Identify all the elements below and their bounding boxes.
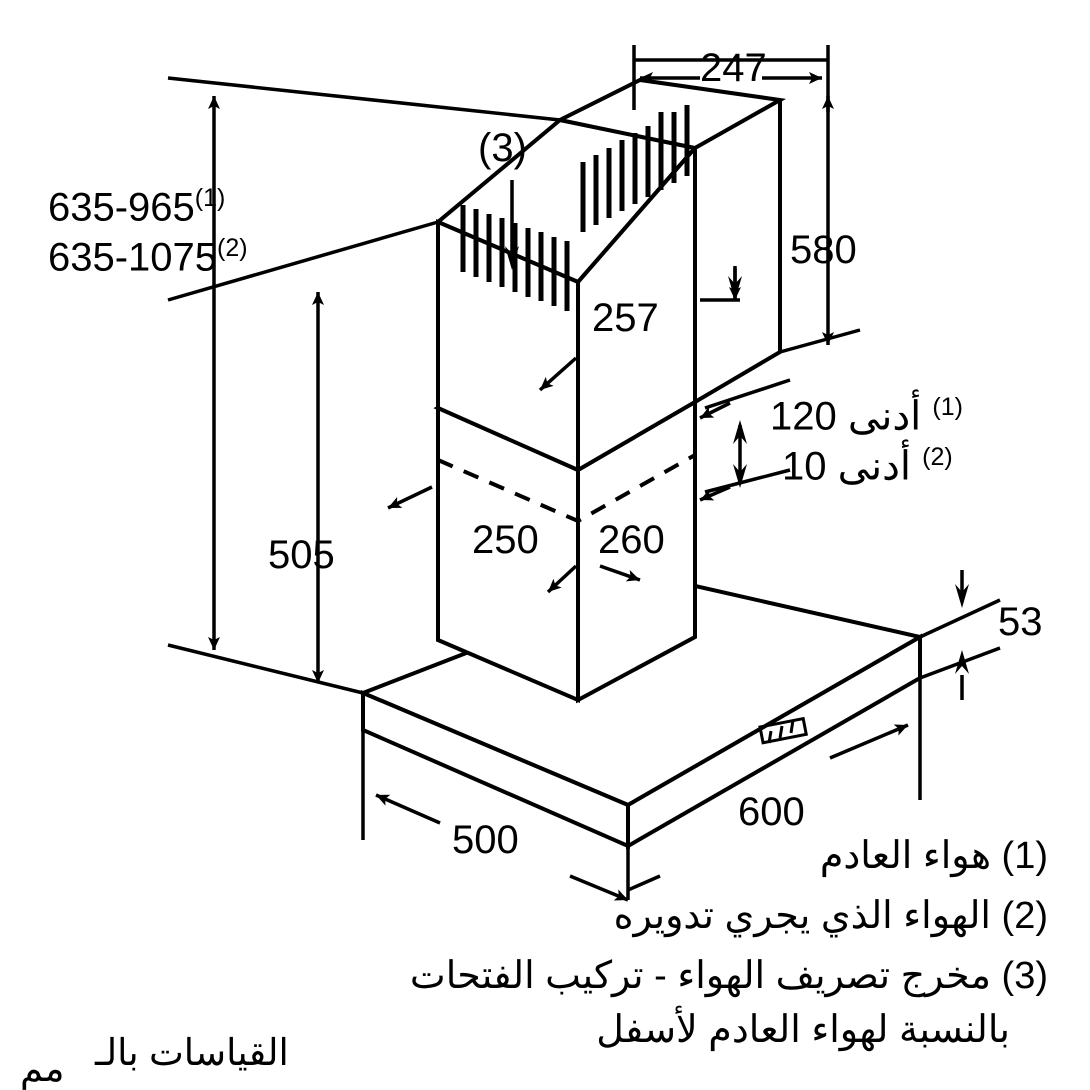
legend-ref-2: (2) [1001,895,1048,937]
dimension-257: 257 [592,296,659,340]
legend-ref-3: (3) [1001,955,1048,997]
dimension-260: 260 [598,518,665,562]
dimension-min-clearance-2 [782,444,953,488]
legend-text-3: مخرج تصريف الهواء - تركيب الفتحات [409,955,991,997]
legend-text-2: الهواء الذي يجري تدويره [613,895,991,937]
legend-item-3-cont: بالنسبة لهواء العادم لأسفل [596,1009,1010,1051]
legend-text-1: هواء العادم [819,835,991,877]
dimension-53: 53 [998,600,1043,644]
dimension-min-clearance-1 [770,394,963,438]
min-clearance-1-value: أدنى 120 [770,394,922,439]
height-range-1-value: 635-965 [48,185,195,230]
height-range-1-ref: (1) [194,184,226,212]
dimension-height-range-2 [48,235,248,279]
min-clearance-1-ref: (1) [932,393,963,421]
min-clearance-2-value: أدنى 10 [782,444,912,489]
legend-ref-1: (1) [1001,835,1048,877]
callout-3-label: (3) [478,126,527,170]
dimension-247: 247 [700,46,767,90]
dimension-250: 250 [472,518,539,562]
units-note-line-2: مم [20,1048,65,1089]
dimension-600: 600 [738,790,805,834]
dimension-505: 505 [268,533,335,577]
units-note-line-1: القياسات بالـ [95,1032,289,1073]
min-clearance-2-ref: (2) [922,443,953,471]
height-range-2-value: 635-1075 [48,235,218,280]
dimension-500: 500 [452,818,519,862]
height-range-2-ref: (2) [217,234,248,262]
dimension-580: 580 [790,228,857,272]
legend-item-3 [410,952,1048,1001]
legend-item-1 [820,832,1048,881]
dimension-height-range-1 [48,185,225,229]
legend-item-2 [614,892,1048,941]
